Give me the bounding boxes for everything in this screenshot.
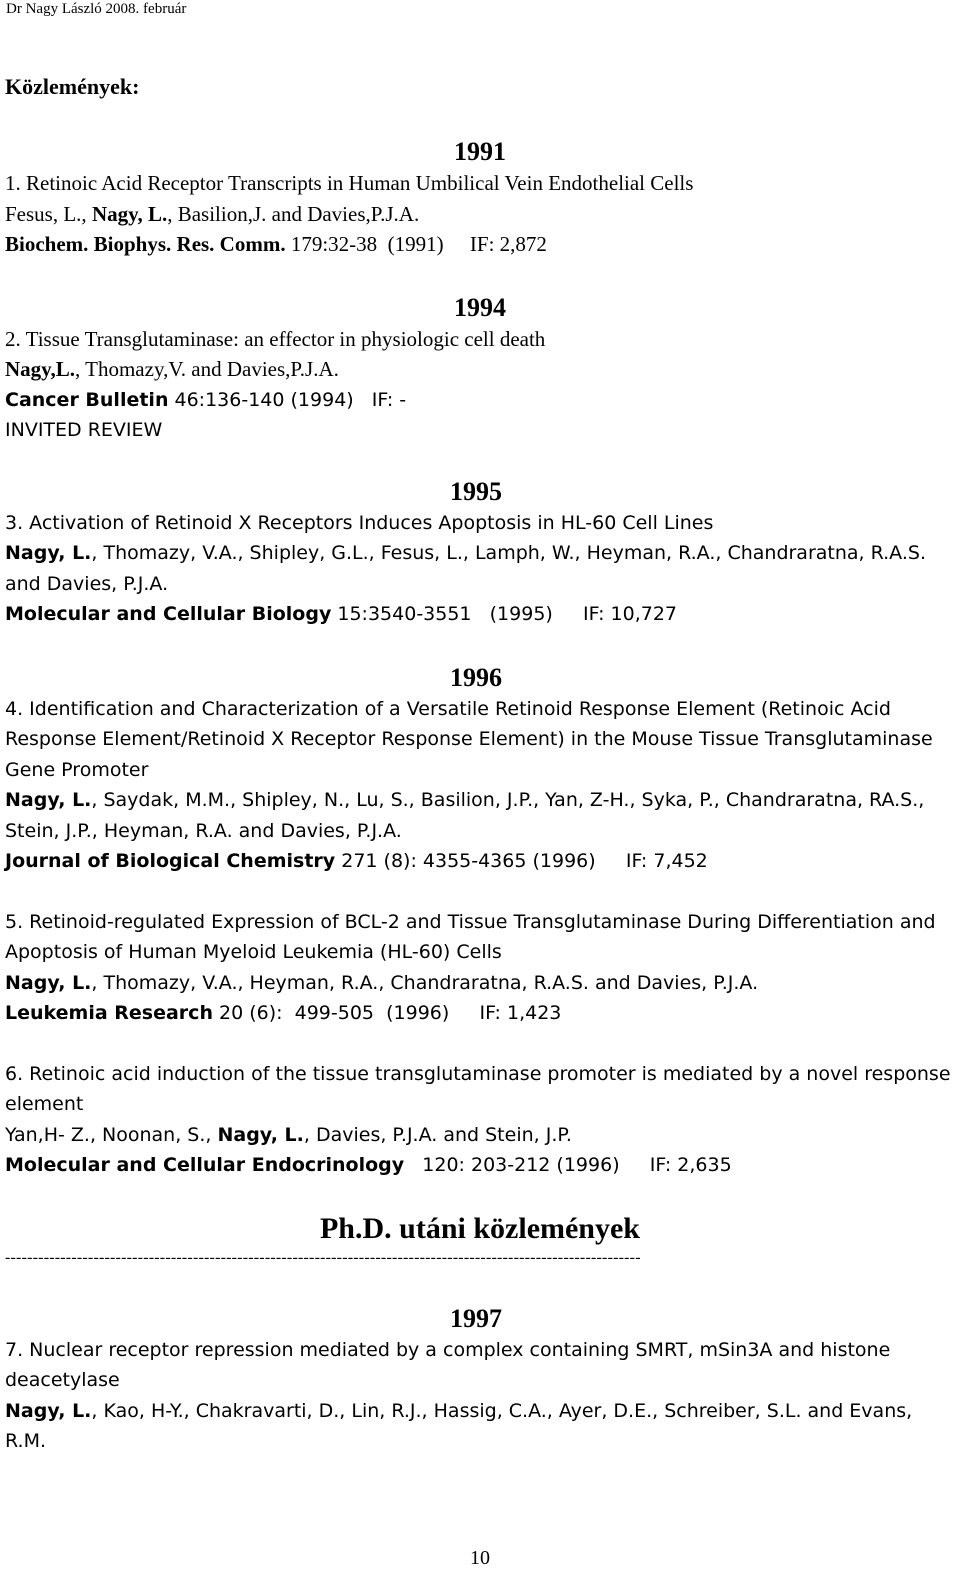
year-heading: 1996 <box>450 662 502 692</box>
pub-title: 4. Identification and Characterization of a Versatile Retinoid Response Element (Retinoic Acid Response Element/Retinoid X Receptor Response Element) in the Mouse Tissue Transglutaminase Gene Promoter <box>5 697 933 781</box>
pub-journal: Leukemia Research 20 (6): 499-505 (1996) IF: 1,423 <box>5 1002 562 1024</box>
year-heading: 1997 <box>450 1303 502 1333</box>
publication-2 <box>5 324 955 446</box>
pub-authors: Nagy, L., Saydak, M.M., Shipley, N., Lu, S., Basilion, J.P., Yan, Z-H., Syka, P., Chandraratna, RA.S., Stein, J.P., Heyman, R.A. and Davies, P.J.A. <box>5 789 925 842</box>
pub-title: 6. Retinoic acid induction of the tissue transglutaminase promoter is mediated by a novel response element <box>5 1062 951 1115</box>
section-title: Közlemények: <box>5 74 140 99</box>
year-heading: 1994 <box>454 292 506 322</box>
year-heading: 1991 <box>454 137 506 166</box>
publication-4 <box>5 694 955 877</box>
publication-1 <box>5 168 955 260</box>
pub-journal: Molecular and Cellular Biology 15:3540-3551 (1995) IF: 10,727 <box>5 603 677 625</box>
publication-5 <box>5 907 955 1029</box>
pub-journal: Molecular and Cellular Endocrinology 120: 203-212 (1996) IF: 2,635 <box>5 1154 732 1176</box>
pub-title: 7. Nuclear receptor repression mediated by a complex containing SMRT, mSin3A and histone deacetylase <box>5 1338 891 1391</box>
separator-line: ------------------------------------------------------------------------------------------------------------------- <box>5 1248 641 1266</box>
publication-6 <box>5 1059 955 1181</box>
phd-section-title: Ph.D. utáni közlemények <box>319 1211 640 1245</box>
page-header: Dr Nagy László 2008. február <box>6 1 187 17</box>
pub-journal: Cancer Bulletin 46:136-140 (1994) IF: - <box>5 388 407 411</box>
pub-authors: Nagy, L., Thomazy, V.A., Shipley, G.L., Fesus, L., Lamph, W., Heyman, R.A., Chandraratna, R.A.S. and Davies, P.J.A. <box>5 542 926 595</box>
pub-authors: Yan,H- Z., Noonan, S., Nagy, L., Davies, P.J.A. and Stein, J.P. <box>5 1123 572 1146</box>
pub-authors: Nagy, L., Kao, H-Y., Chakravarti, D., Lin, R.J., Hassig, C.A., Ayer, D.E., Schreiber, S.L. and Evans, R.M. <box>5 1399 913 1452</box>
pub-title: 1. Retinoic Acid Receptor Transcripts in Human Umbilical Vein Endothelial Cells <box>5 171 694 195</box>
pub-authors: Fesus, L., Nagy, L., Basilion,J. and Davies,P.J.A. <box>5 201 420 226</box>
publication-7 <box>5 1335 955 1457</box>
document-body <box>5 72 955 1457</box>
publication-3 <box>5 508 955 630</box>
pub-note: INVITED REVIEW <box>5 419 163 441</box>
pub-journal: Biochem. Biophys. Res. Comm. 179:32-38 (1991) IF: 2,872 <box>5 232 547 256</box>
pub-title: 3. Activation of Retinoid X Receptors Induces Apoptosis in HL-60 Cell Lines <box>5 511 714 534</box>
pub-title: 2. Tissue Transglutaminase: an effector in physiologic cell death <box>5 326 546 351</box>
pub-title: 5. Retinoid-regulated Expression of BCL-2 and Tissue Transglutaminase During Differentiation and Apoptosis of Human Myeloid Leukemia (HL-60) Cells <box>5 910 936 963</box>
pub-journal: Journal of Biological Chemistry 271 (8): 4355-4365 (1996) IF: 7,452 <box>5 850 708 872</box>
year-heading: 1995 <box>450 476 502 506</box>
page-number: 10 <box>470 1547 490 1569</box>
pub-authors: Nagy, L., Thomazy, V.A., Heyman, R.A., Chandraratna, R.A.S. and Davies, P.J.A. <box>5 971 759 994</box>
pub-authors: Nagy,L., Thomazy,V. and Davies,P.J.A. <box>5 357 339 381</box>
